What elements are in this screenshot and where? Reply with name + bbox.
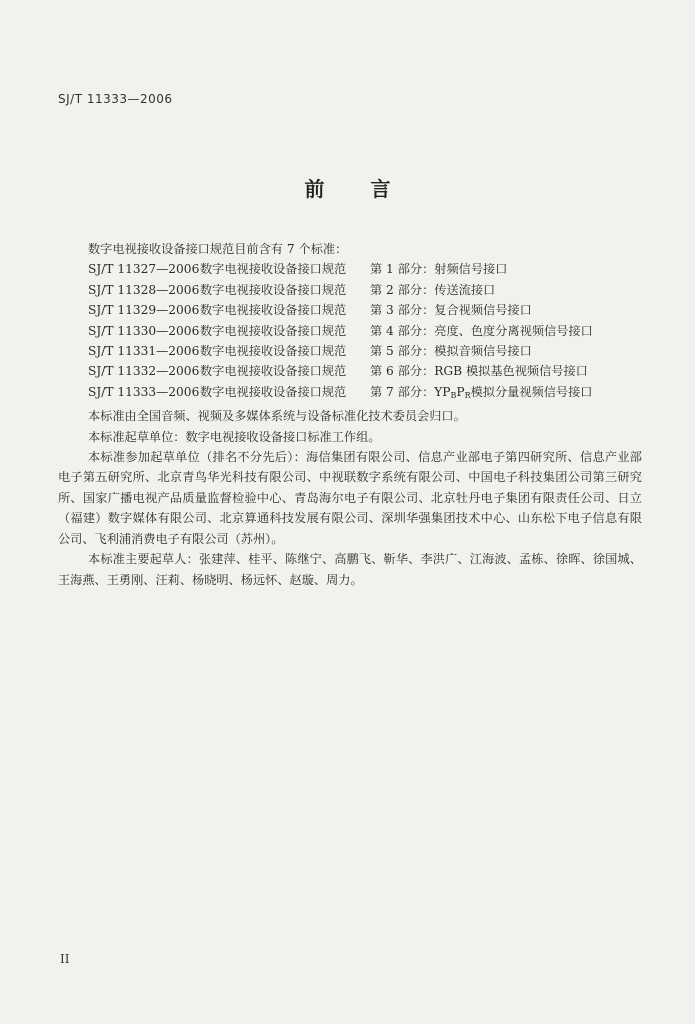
standard-code: SJ/T 11332—2006 (88, 364, 200, 379)
list-item (58, 280, 642, 300)
page-title: 前言 (304, 177, 437, 201)
list-item (58, 382, 642, 406)
standard-part: 第 6 部分：RGB 模拟基色视频信号接口 (370, 364, 588, 379)
participants-paragraph: 本标准参加起草单位（排名不分先后）：海信集团有限公司、信息产业部电子第四研究所、信息产业部电子第五研究所、北京青鸟华光科技有限公司、中视联数字系统有限公司、中国电子科技集团公司第三研究所、国家广播电视产品质量监督检验中心、青岛海尔电子有限公司、北京牡丹电子集团有限责任公司、日立（福建）数字媒体有限公司、北京算通科技发展有限公司、深圳华强集团技术中心、山东松下电子信息有限公司、飞利浦消费电子有限公司（苏州）。 (58, 450, 642, 546)
page-number: II (60, 952, 70, 966)
standard-code: SJ/T 11333—2006 (88, 384, 200, 399)
standard-code: SJ/T 11327—2006 (88, 262, 200, 277)
standard-part: 第 3 部分：复合视频信号接口 (370, 303, 532, 318)
standard-code: SJ/T 11328—2006 (88, 282, 200, 297)
list-item (58, 321, 642, 341)
list-item (58, 361, 642, 381)
standard-name: 数字电视接收设备接口规范 (200, 364, 347, 379)
standard-part: 第 4 部分：亮度、色度分离视频信号接口 (370, 323, 593, 338)
drafters-paragraph: 本标准主要起草人：张建萍、桂平、陈继宁、高鹏飞、靳华、李洪广、江海波、孟栋、徐晖、徐国城、王海燕、王勇刚、汪莉、杨晓明、杨远怀、赵璇、周力。 (58, 552, 642, 587)
list-item (58, 341, 642, 361)
subscript-b: B (450, 390, 457, 400)
standards-list (58, 259, 642, 406)
standard-code: SJ/T 11329—2006 (88, 303, 200, 318)
part-suffix: 模拟分量视频信号接口 (470, 384, 593, 399)
committee-paragraph: 本标准由全国音频、视频及多媒体系统与设备标准化技术委员会归口。 (88, 409, 466, 424)
standard-code: SJ/T 11331—2006 (88, 344, 200, 359)
standard-name: 数字电视接收设备接口规范 (200, 344, 347, 359)
standard-name: 数字电视接收设备接口规范 (200, 323, 347, 338)
subscript-r: R (464, 390, 471, 400)
list-item (58, 259, 642, 279)
standard-code: SJ/T 11330—2006 (88, 323, 200, 338)
drafting-unit-paragraph: 本标准起草单位：数字电视接收设备接口标准工作组。 (88, 429, 381, 444)
standard-part: 第 2 部分：传送流接口 (370, 282, 496, 297)
part-prefix: 第 7 部分：YP (370, 384, 451, 399)
standard-name: 数字电视接收设备接口规范 (200, 282, 347, 297)
standard-code-header: SJ/T 11333—2006 (58, 92, 173, 106)
list-item (58, 300, 642, 320)
part-mid: P (456, 384, 465, 399)
standard-name: 数字电视接收设备接口规范 (200, 384, 347, 399)
standard-part: 第 1 部分：射频信号接口 (370, 262, 508, 277)
standard-name: 数字电视接收设备接口规范 (200, 262, 347, 277)
standard-name: 数字电视接收设备接口规范 (200, 303, 347, 318)
foreword-body (58, 239, 642, 590)
standard-part (370, 382, 593, 406)
standard-part: 第 5 部分：模拟音频信号接口 (370, 344, 532, 359)
intro-line: 数字电视接收设备接口规范目前含有 7 个标准： (88, 242, 348, 256)
